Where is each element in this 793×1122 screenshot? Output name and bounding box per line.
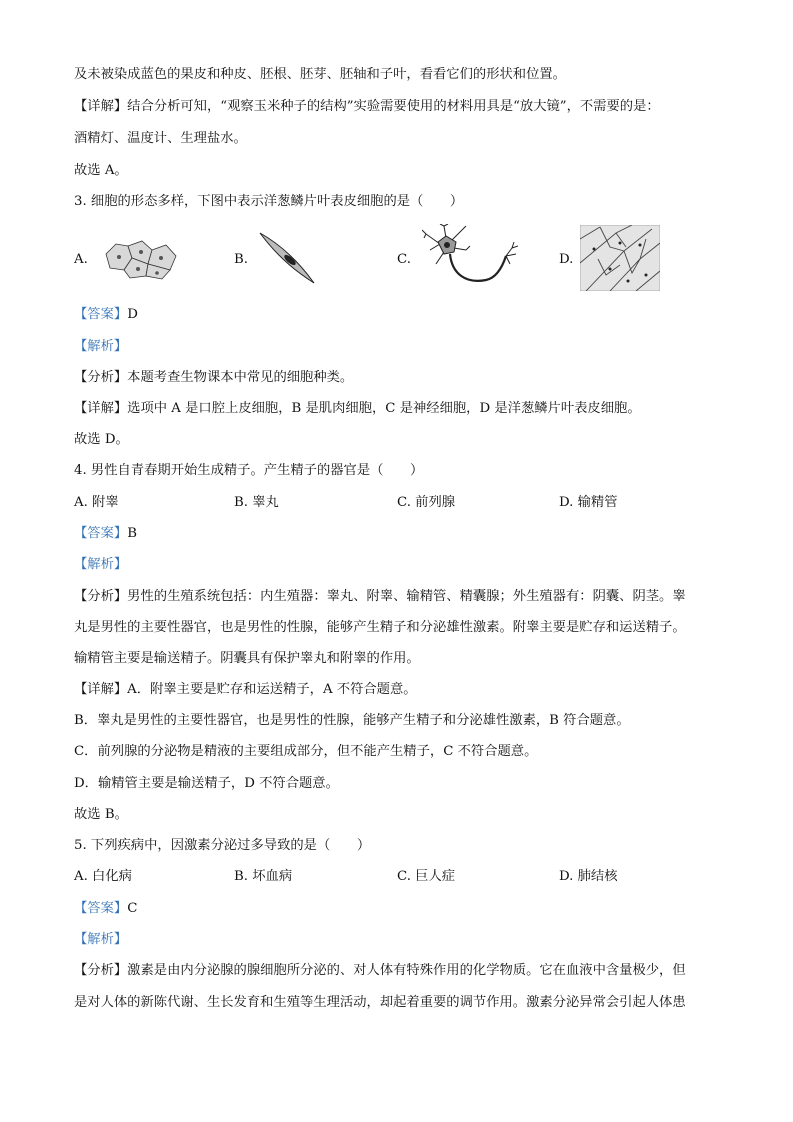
answer-value: B	[127, 526, 137, 541]
option-c: C. 巨人症	[397, 869, 456, 884]
answer-tag: 【答案】	[74, 307, 128, 322]
text-line: 输精管主要是输送精子。阴囊具有保护睾丸和附睾的作用。	[74, 651, 420, 666]
text-line: 丸是男性的主要性器官，也是男性的性腺，能够产生精子和分泌雄性激素。附睾主要是贮存和运送精子。	[74, 620, 686, 635]
option-b: B. 睾丸	[234, 495, 279, 510]
text-line: 及未被染成蓝色的果皮和种皮、胚根、胚芽、胚轴和子叶，看看它们的形状和位置。	[74, 67, 566, 82]
text-line: 是对人体的新陈代谢、生长发育和生殖等生理活动，却起着重要的调节作用。激素分泌异常会引起人体患	[74, 995, 686, 1010]
option-a: A. 附睾	[74, 495, 119, 510]
answer-line	[74, 525, 137, 543]
option-label: C.	[397, 252, 411, 267]
text-line: 故选 B。	[74, 807, 128, 822]
question-stem: 4. 男性自青春期开始生成精子。产生精子的器官是（ ）	[74, 463, 424, 478]
text-line: 酒精灯、温度计、生理盐水。	[74, 131, 247, 146]
text-line: 故选 D。	[74, 432, 129, 447]
answer-tag: 【答案】	[74, 526, 128, 541]
answer-line	[74, 900, 137, 918]
option-c: C. 前列腺	[397, 495, 456, 510]
answer-tag: 【答案】	[74, 901, 128, 916]
question-stem: 5. 下列疾病中，因激素分泌过多导致的是（ ）	[74, 838, 371, 853]
text-line: 【详解】结合分析可知，“观察玉米种子的结构”实验需要使用的材料用具是“放大镜”，不需要的是：	[74, 99, 660, 114]
analysis-heading: 【解析】	[74, 932, 128, 947]
option-label: D.	[559, 252, 574, 267]
analysis-heading: 【解析】	[74, 339, 128, 354]
option-label: B.	[234, 252, 248, 267]
option-b: B. 坏血病	[234, 869, 293, 884]
onion-epidermis-image	[580, 225, 660, 291]
epithelial-cells-image	[100, 236, 180, 281]
answer-value: D	[127, 307, 138, 322]
text-line: 【分析】激素是由内分泌腺的腺细胞所分泌的、对人体有特殊作用的化学物质。它在血液中含量极少，但	[74, 963, 686, 978]
text-line: 故选 A。	[74, 163, 128, 178]
text-line: 【分析】本题考查生物课本中常见的细胞种类。	[74, 370, 354, 385]
option-d: D. 肺结核	[559, 869, 618, 884]
answer-value: C	[127, 901, 138, 916]
text-line: D．输精管主要是输送精子，D 不符合题意。	[74, 776, 339, 791]
option-a: A. 白化病	[74, 869, 132, 884]
answer-line	[74, 306, 138, 324]
nerve-cell-image	[422, 224, 518, 292]
option-d: D. 输精管	[559, 495, 618, 510]
text-line: 【详解】选项中 A 是口腔上皮细胞，B 是肌肉细胞，C 是神经细胞，D 是洋葱鳞片叶表皮细胞。	[74, 401, 641, 416]
text-line: B．睾丸是男性的主要性器官，也是男性的性腺，能够产生精子和分泌雄性激素，B 符合题意。	[74, 713, 630, 728]
text-line: C．前列腺的分泌物是精液的主要组成部分，但不能产生精子，C 不符合题意。	[74, 744, 538, 759]
analysis-heading: 【解析】	[74, 557, 128, 572]
text-line: 【详解】A．附睾主要是贮存和运送精子，A 不符合题意。	[74, 682, 417, 697]
muscle-cell-image	[258, 230, 318, 286]
option-label: A.	[74, 252, 88, 267]
question-stem: 3. 细胞的形态多样，下图中表示洋葱鳞片叶表皮细胞的是（ ）	[74, 194, 464, 209]
text-line: 【分析】男性的生殖系统包括：内生殖器：睾丸、附睾、输精管、精囊腺；外生殖器有：阴囊、阴茎。睾	[74, 589, 686, 604]
